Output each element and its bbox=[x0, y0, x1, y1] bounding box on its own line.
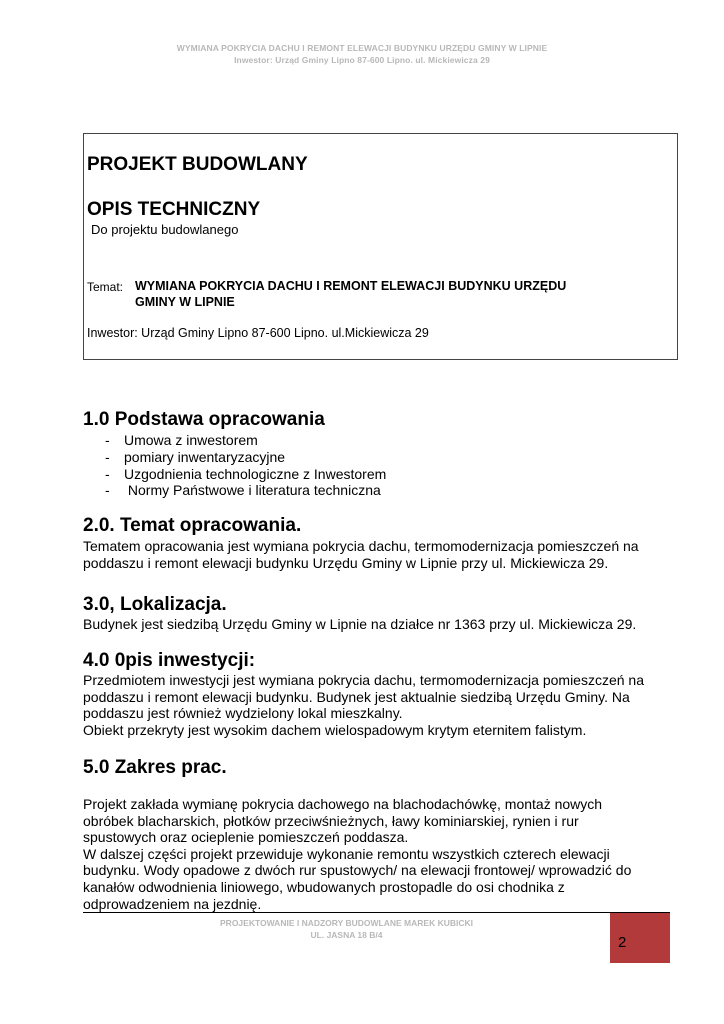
investor-line: Inwestor: Urząd Gminy Lipno 87-600 Lipno. ul.Mickiewicza 29 bbox=[87, 326, 429, 340]
document-note: Do projektu budowlanego bbox=[91, 222, 239, 237]
section-5-heading: 5.0 Zakres prac. bbox=[83, 757, 227, 778]
section-2-body bbox=[83, 538, 639, 571]
header-title: WYMIANA POKRYCIA DACHU I REMONT ELEWACJI BUDYNKU URZĘDU GMINY W LIPNIE bbox=[176, 43, 548, 53]
document-title: PROJEKT BUDOWLANY bbox=[87, 154, 308, 175]
paragraph-line: odprowadzeniem na jezdnię. bbox=[83, 895, 262, 912]
section-1-heading: 1.0 Podstawa opracowania bbox=[83, 409, 325, 430]
page-number: 2 bbox=[618, 934, 627, 951]
paragraph-line: kanałów odwodnienia liniowego, wbudowanych prostopadle do osi chodnika z bbox=[83, 878, 565, 895]
topic-label: Temat: bbox=[87, 280, 124, 294]
section-3-body bbox=[83, 616, 636, 633]
header-investor: Inwestor: Urząd Gminy Lipno 87-600 Lipno. ul. Mickiewicza 29 bbox=[234, 55, 490, 65]
paragraph-line: poddaszu i remont elewacji budynku. Budynek jest aktualnie siedzibą Urzędu Gminy. Na bbox=[83, 688, 630, 705]
list-item: - Normy Państwowe i literatura techniczna bbox=[105, 482, 381, 499]
section-3-heading: 3.0, Lokalizacja. bbox=[83, 594, 227, 615]
paragraph-line: Obiekt przekryty jest wysokim dachem wielospadowym krytym eternitem falistym. bbox=[83, 721, 587, 738]
paragraph-line: poddaszu i remont elewacji budynku Urzędu Gminy w Lipnie przy ul. Mickiewicza 29. bbox=[83, 554, 609, 571]
section-5-body bbox=[83, 796, 631, 912]
paragraph-line: Tematem opracowania jest wymiana pokrycia dachu, termomodernizacja pomieszczeń na bbox=[83, 538, 639, 554]
topic-line-1: WYMIANA POKRYCIA DACHU I REMONT ELEWACJI BUDYNKU URZĘDU bbox=[135, 279, 567, 293]
paragraph-line: Projekt zakłada wymianę pokrycia dachowego na blachodachówkę, montaż nowych bbox=[83, 796, 603, 812]
section-4-heading: 4.0 0pis inwestycji: bbox=[83, 650, 256, 671]
footer-company: PROJEKTOWANIE I NADZORY BUDOWLANE MAREK KUBICKI bbox=[220, 918, 473, 928]
paragraph-line: poddaszu jest również wydzielony lokal mieszkalny. bbox=[83, 705, 403, 722]
document-subtitle: OPIS TECHNICZNY bbox=[87, 199, 261, 220]
footer-rule bbox=[83, 912, 670, 913]
footer-address: UL. JASNA 18 B/4 bbox=[310, 930, 383, 940]
list-item: - Umowa z inwestorem bbox=[105, 432, 258, 448]
section-2-heading: 2.0. Temat opracowania. bbox=[83, 515, 302, 536]
paragraph-line: Budynek jest siedzibą Urzędu Gminy w Lipnie na działce nr 1363 przy ul. Mickiewicza 29. bbox=[83, 616, 637, 632]
topic-line-2: GMINY W LIPNIE bbox=[135, 295, 235, 309]
paragraph-line: Przedmiotem inwestycji jest wymiana pokrycia dachu, termomodernizacja pomieszczeń na bbox=[83, 672, 645, 688]
paragraph-line: obróbek blacharskich, płotków przeciwśnieżnych, ławy kominiarskiej, rynien i rur bbox=[83, 812, 579, 829]
section-1-list bbox=[105, 432, 386, 499]
paragraph-line: budynku. Wody opadowe z dwóch rur spustowych/ na elewacji frontowej/ wprowadzić do bbox=[83, 862, 632, 879]
paragraph-line: W dalszej części projekt przewiduje wykonanie remontu wszystkich czterech elewacji bbox=[83, 845, 610, 862]
section-4-body bbox=[83, 672, 644, 738]
paragraph-line: spustowych oraz ocieplenie pomieszczeń poddasza. bbox=[83, 829, 409, 846]
list-item: - pomiary inwentaryzacyjne bbox=[105, 448, 286, 465]
list-item: - Uzgodnienia technologiczne z Inwestorem bbox=[105, 465, 387, 482]
